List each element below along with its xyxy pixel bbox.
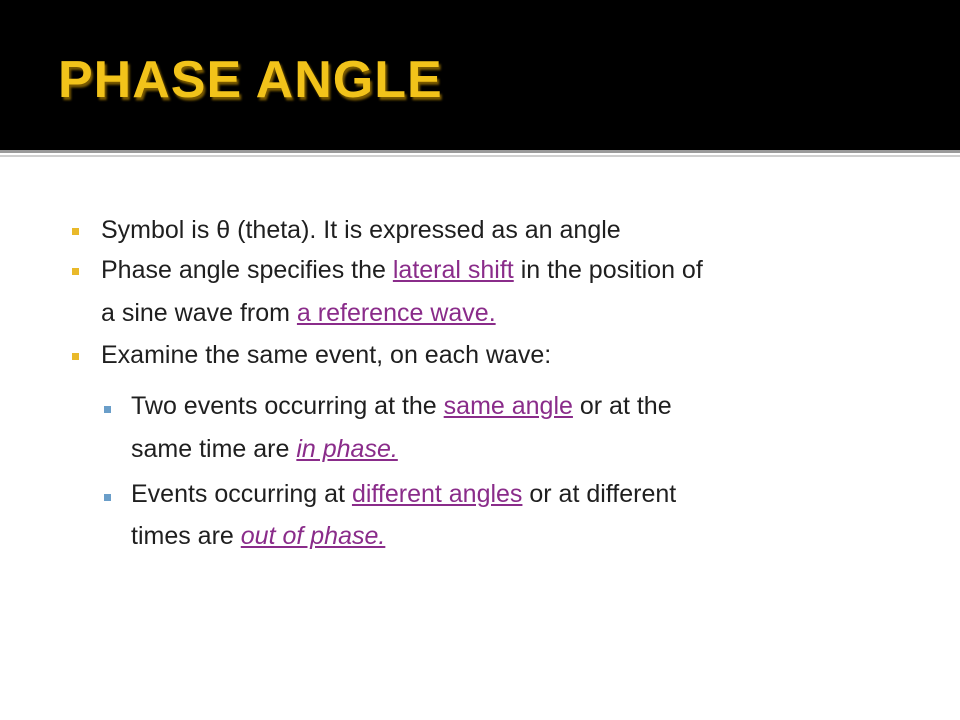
bullet-2-line-2 (101, 299, 496, 328)
sub-bullet-1-line-1 (131, 392, 672, 421)
sub-bullet-1-text-c: same time are (131, 435, 297, 463)
bullet-2-text-a: Phase angle specifies the (101, 256, 393, 284)
sub-bullet-2-line-1 (131, 480, 676, 509)
bullet-1-text: Symbol is θ (theta). It is expressed as an angle (101, 216, 621, 244)
sub-bullet-2-text-c: times are (131, 522, 241, 550)
bullet-2-text-b: in the position of (513, 256, 703, 284)
sub-bullet-2-text-a: Events occurring at (131, 480, 352, 508)
sub-bullet-1-text-a: Two events occurring at the (131, 392, 444, 420)
bullet-1-line-1 (101, 216, 621, 245)
link-reference-wave[interactable]: a reference wave. (296, 299, 496, 327)
sub-bullet-marker-icon (104, 406, 111, 413)
link-out-of-phase[interactable]: out of phase. (240, 522, 386, 550)
bullet-3-text: Examine the same event, on each wave: (101, 341, 552, 369)
sub-bullet-2-text-b: or at different (522, 480, 677, 508)
link-lateral-shift[interactable]: lateral shift (392, 256, 514, 284)
bullet-2-text-c: a sine wave from (101, 299, 297, 327)
sub-bullet-1-text-b: or at the (572, 392, 672, 420)
bullet-marker-icon (72, 268, 79, 275)
bullet-3-line-1 (101, 341, 551, 370)
bullet-2-line-1 (101, 256, 703, 285)
sub-bullet-1-line-2 (131, 435, 398, 464)
sub-bullet-marker-icon (104, 494, 111, 501)
bullet-marker-icon (72, 228, 79, 235)
slide-title: PHASE ANGLE (58, 51, 443, 109)
link-different-angles[interactable]: different angles (351, 480, 523, 508)
link-in-phase[interactable]: in phase. (296, 435, 398, 463)
bullet-marker-icon (72, 353, 79, 360)
sub-bullet-2-line-2 (131, 522, 385, 551)
link-same-angle[interactable]: same angle (443, 392, 573, 420)
